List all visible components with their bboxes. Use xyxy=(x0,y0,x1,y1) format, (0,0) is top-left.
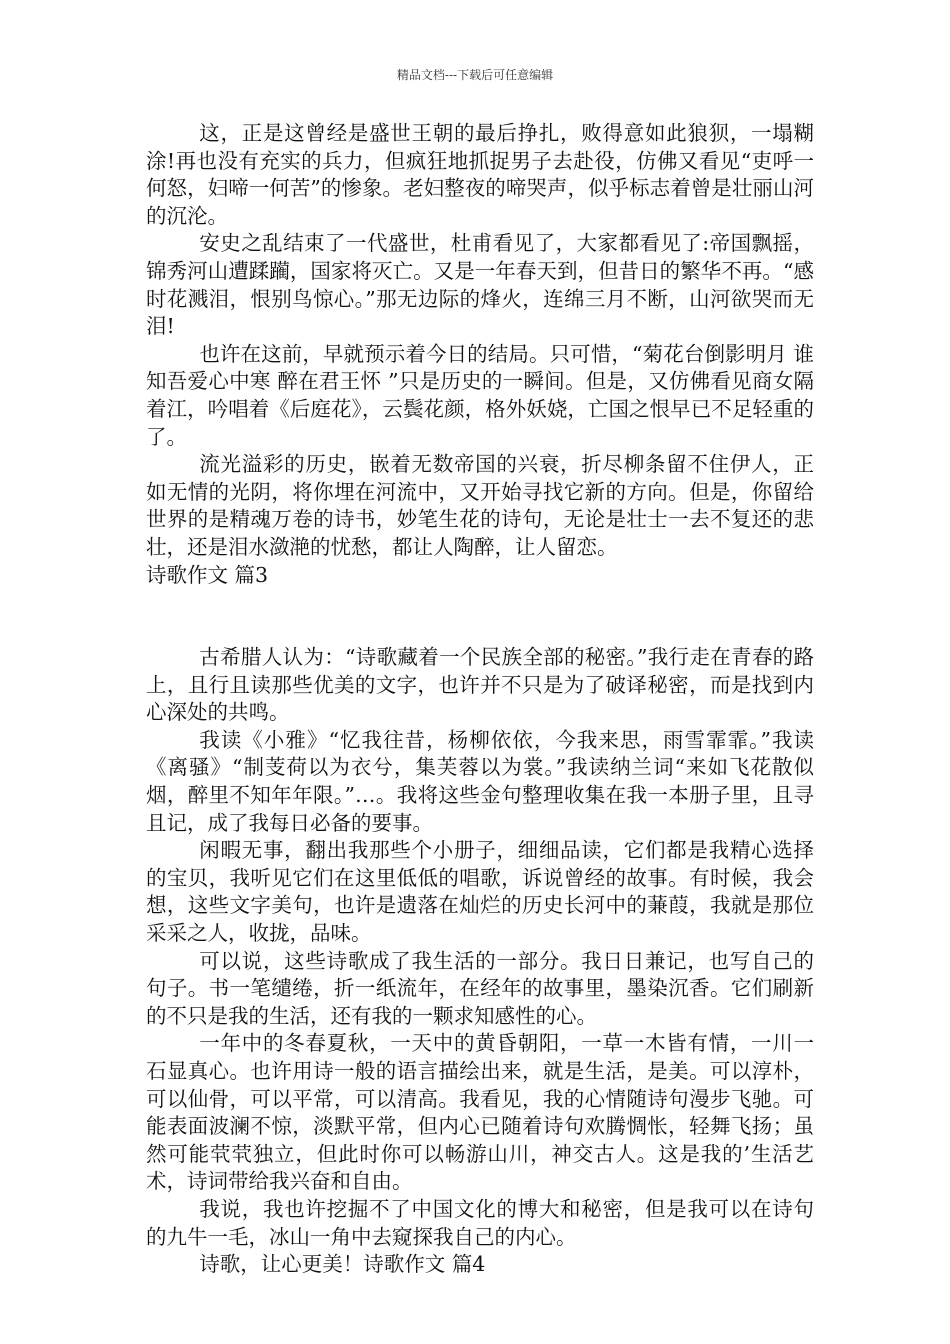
paragraph: 闲暇无事，翻出我那些个小册子，细细品读，它们都是我精心选择的宝贝，我听见它们在这里低低的唱歌，诉说曾经的故事。有时候，我会想，这些文字美句，也许是遗落在灿烂的历史长河中的蒹葭，我就是那位采采之人，收拢，品味。 xyxy=(146,838,814,946)
page-header: 精品文档---下载后可任意编辑 xyxy=(396,68,554,82)
paragraph: 一年中的冬春夏秋，一天中的黄昏朝阳，一草一木皆有情，一川一石显真心。也许用诗一般的语言描绘出来，就是生活，是美。可以淳朴，可以仙骨，可以平常，可以清高。我看见，我的心情随诗句漫步飞驰。可能表面波澜不惊，淡默平常，但内心已随着诗句欢腾惆怅，轻舞飞扬；虽然可能茕茕独立，但此时你可以畅游山川，神交古人。这是我的’生活艺术，诗词带给我兴奋和自由。 xyxy=(146,1031,814,1194)
paragraph: 安史之乱结束了一代盛世，杜甫看见了，大家都看见了:帝国飘摇，锦秀河山遭蹂躏，国家将灭亡。又是一年春天到，但昔日的繁华不再。“感时花溅泪，恨别鸟惊心。”那无边际的烽火，连绵三月不断，山河欲哭而无泪! xyxy=(146,231,814,339)
blank-space xyxy=(146,589,814,644)
paragraph: 也许在这前，早就预示着今日的结局。只可惜，“菊花台倒影明月 谁知吾爱心中寒 醉在君王怀 ”只是历史的一瞬间。但是，又仿佛看见商女隔着江，吟唱着《后庭花》，云鬓花颜，格外妖娆，亡国之恨早已不足轻重的了。 xyxy=(146,341,814,449)
paragraph: 我说，我也许挖掘不了中国文化的博大和秘密，但是我可以在诗句的九牛一毛，冰山一角中去窥探我自己的内心。 xyxy=(146,1196,814,1249)
paragraph: 这，正是这曾经是盛世王朝的最后挣扎，败得意如此狼狈，一塌糊涂!再也没有充实的兵力，但疯狂地抓捉男子去赴役，仿佛又看见“吏呼一何怒，妇啼一何苦”的惨象。老妇整夜的啼哭声，似乎标志着曾是壮丽山河的沉沦。 xyxy=(146,121,814,228)
paragraph: 可以说，这些诗歌成了我生活的一部分。我日日兼记，也写自己的句子。书一笔缱绻，折一纸流年，在经年的故事里，墨染沉香。它们刷新的不只是我的生活，还有我的一颗求知感性的心。 xyxy=(146,948,814,1028)
section-title: 诗歌，让心更美！诗歌作文 篇4 xyxy=(199,1252,486,1277)
paragraph: 古希腊人认为：“诗歌藏着一个民族全部的秘密。”我行走在青春的路上，且行且读那些优美的文字，也许并不只是为了破译秘密，而是找到内心深处的共鸣。 xyxy=(146,645,814,725)
document-body xyxy=(146,120,814,1279)
paragraph: 流光溢彩的历史，嵌着无数帝国的兴衰，折尽柳条留不住伊人，正如无情的光阴，将你埋在河流中，又开始寻找它新的方向。但是，你留给世界的是精魂万卷的诗书，妙笔生花的诗句，无论是壮士一去不复还的悲壮，还是泪水潋滟的忧愁，都让人陶醉，让人留恋。 xyxy=(146,452,814,559)
section-title: 诗歌作文 篇3 xyxy=(146,562,269,587)
paragraph: 我读《小雅》“忆我往昔，杨柳依依，今我来思，雨雪霏霏。”我读《离骚》“制芰荷以为衣兮，集芙蓉以为裳。”我读纳兰词“来如飞花散似烟，醉里不知年年限。”…。我将这些金句整理收集在我一本册子里，且寻且记，成了我每日必备的要事。 xyxy=(146,727,814,835)
